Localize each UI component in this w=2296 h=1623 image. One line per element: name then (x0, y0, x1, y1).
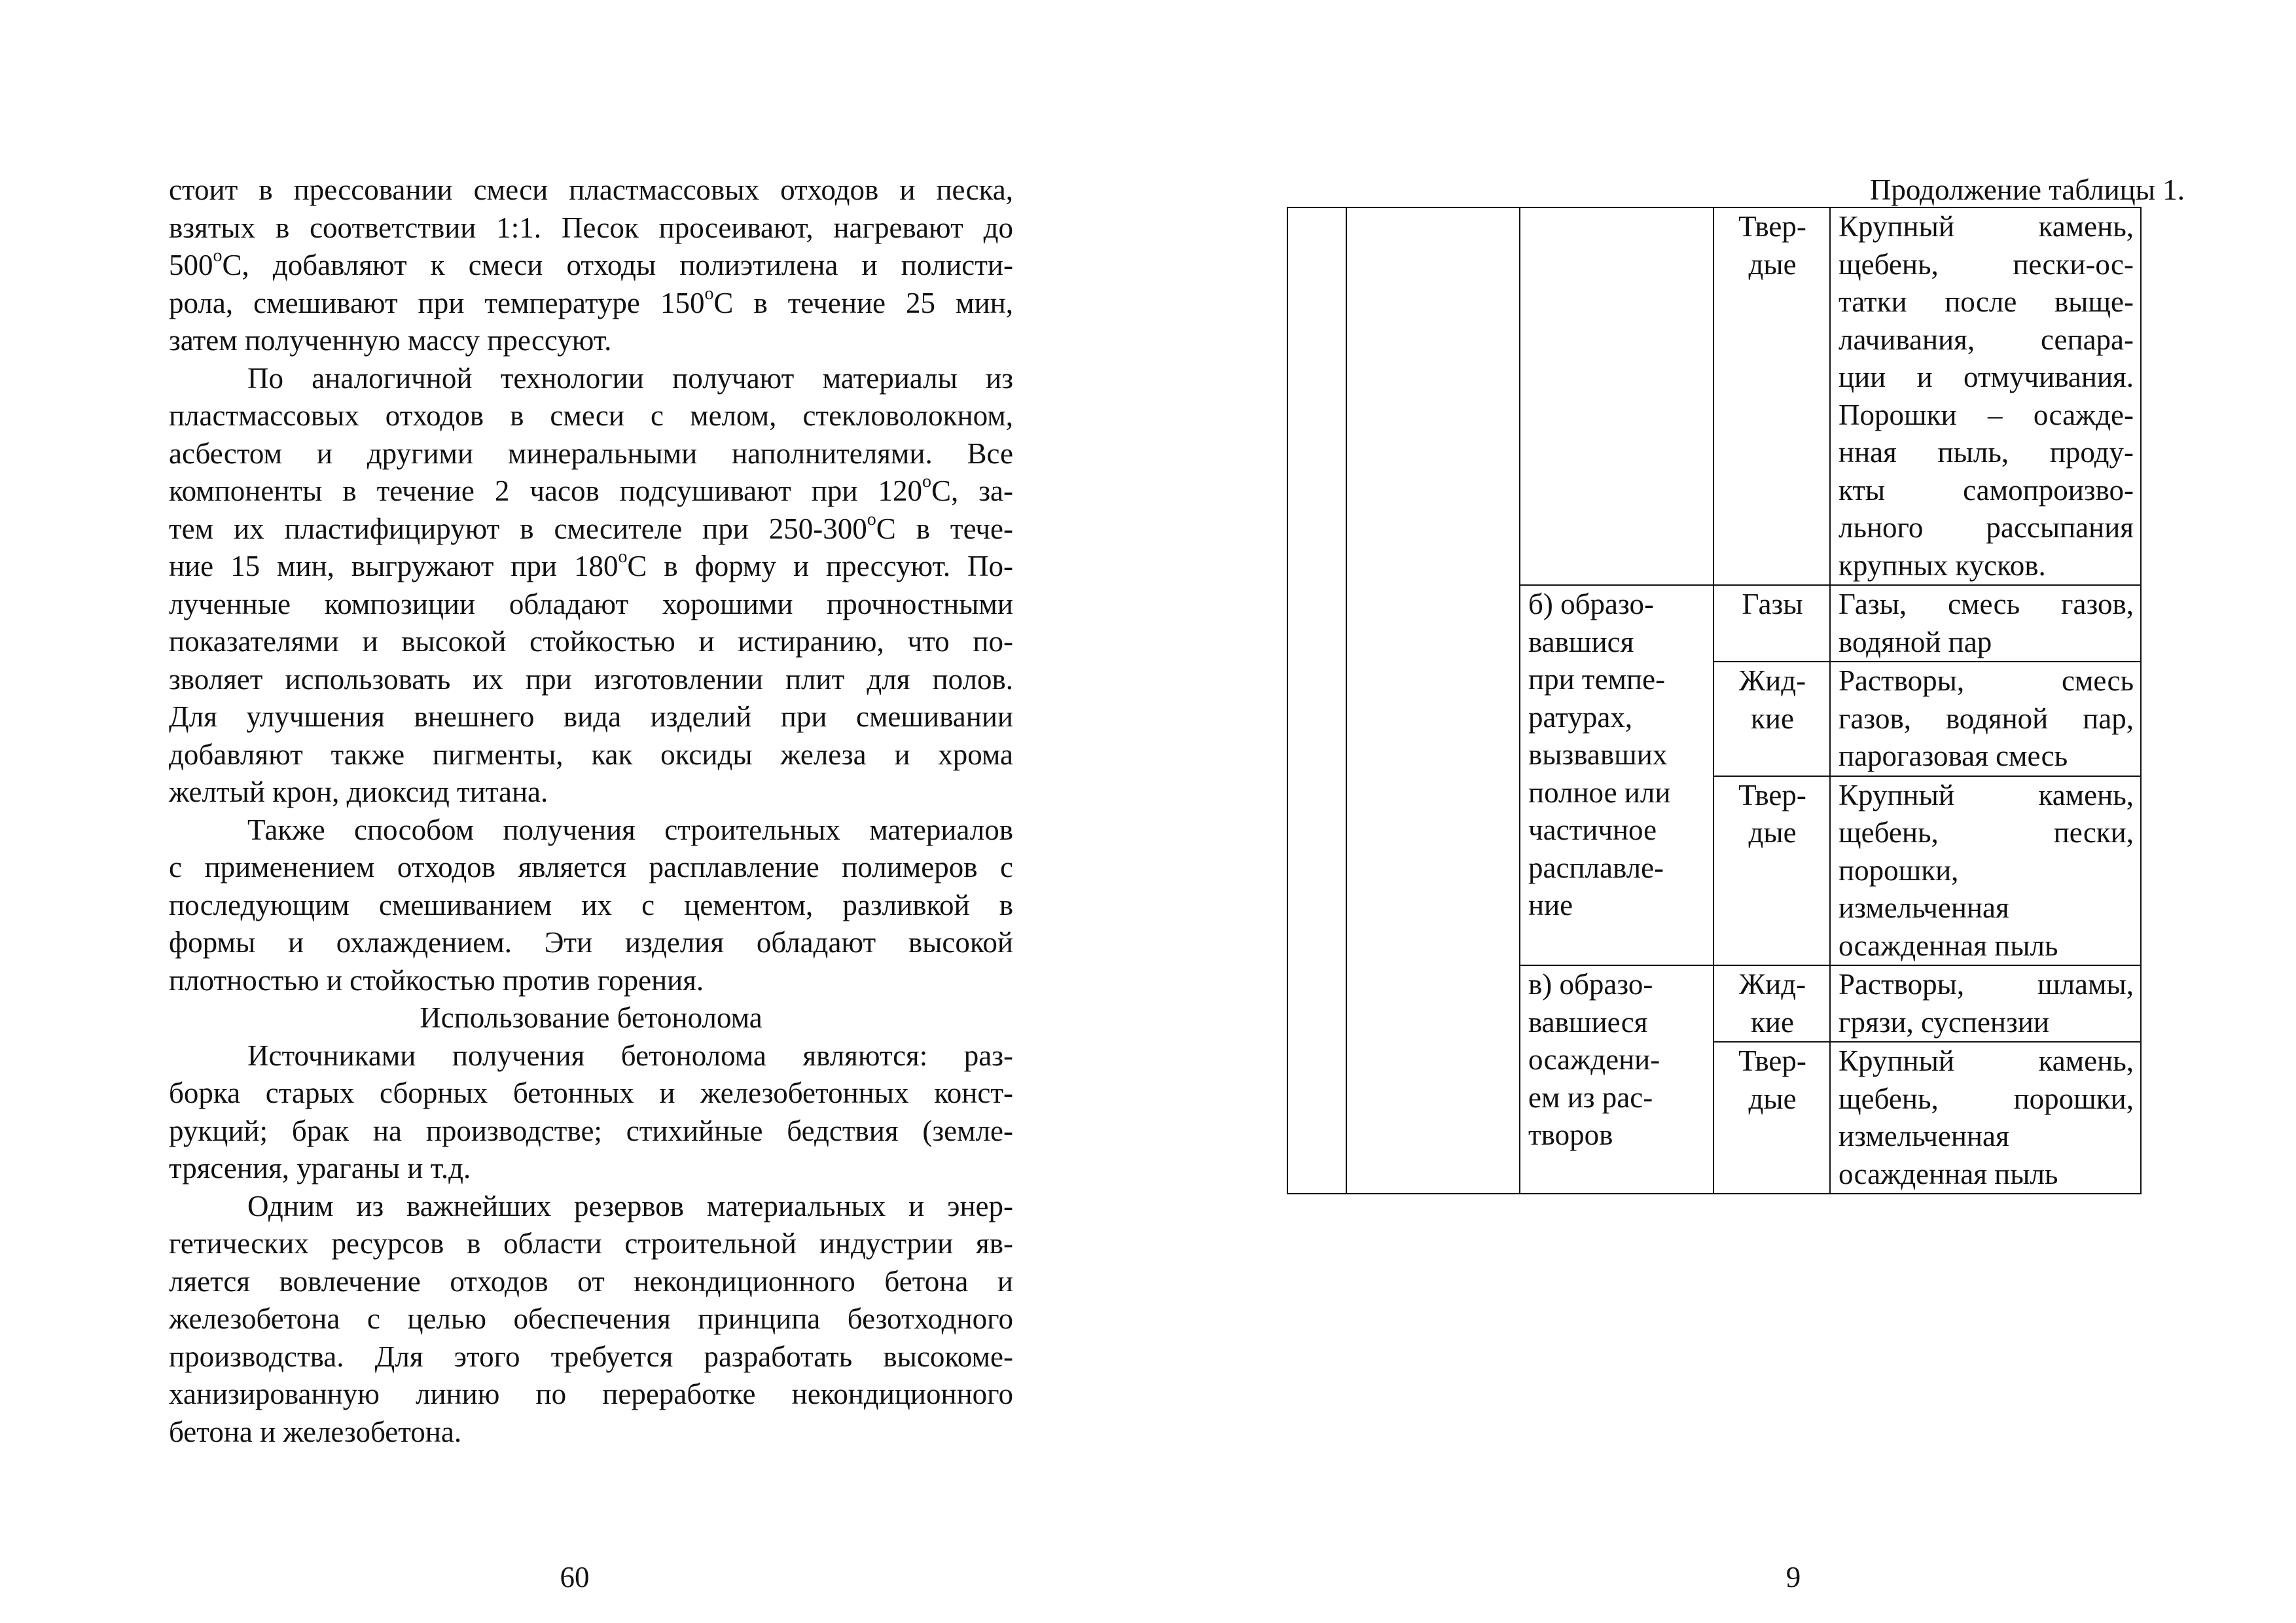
text-fragment: тем их пластифицируют в смесителе при (169, 512, 749, 545)
text-fragment: ние 15 мин, выгружают при (169, 550, 557, 582)
table-cell-state: Жид- кие (1713, 662, 1830, 776)
table-cell-description (1830, 965, 2141, 1042)
description-line: щебень, пески-ос- (1839, 247, 2134, 281)
text-fragment: компоненты в течение 2 часов подсушивают при (169, 474, 858, 507)
unit-celsius: С (627, 550, 647, 582)
degree-sign: o (922, 471, 931, 492)
paragraph-5-line-4: железобетона с целью обеспечения принципа безотходного (169, 1302, 1013, 1335)
description-line: порошки, (1839, 853, 1959, 887)
paragraph-2-line-9: зволяет использовать их при изготовлении плит для полов. (169, 662, 1013, 696)
paragraph-4-line-1: Источниками получения бетонолома являются: раз- (247, 1039, 1013, 1072)
degree-sign: o (704, 283, 714, 304)
table-caption: Продолжение таблицы 1. (1869, 173, 2185, 206)
paragraph-4-line-4: трясения, ураганы и т.д. (169, 1152, 471, 1185)
description-line: осажденная пыль (1839, 1157, 2058, 1190)
paragraph-1-line-4 (169, 285, 1013, 323)
description-line: Газы, смесь газов, (1839, 588, 2134, 620)
description-line: Крупный камень, (1839, 210, 2134, 243)
paragraph-2-line-12: желтый крон, диоксид титана. (169, 776, 548, 808)
paragraph-5-line-6: ханизированную линию по переработке некондиционного (169, 1378, 1013, 1410)
description-line: грязи, суспензии (1839, 1005, 2049, 1039)
paragraph-2-line-8: показателями и высокой стойкостью и истиранию, что по- (169, 625, 1013, 658)
table-cell-description (1830, 585, 2141, 662)
page-number-left: 60 (560, 1561, 590, 1594)
paragraph-4-line-2: борка старых сборных бетонных и железобетонных конст- (169, 1077, 1013, 1109)
table-cell-state: Газы (1713, 585, 1830, 662)
table-cell-empty-3 (1520, 207, 1713, 585)
text-fragment: добавляют к смеси отходы полиэтилена и полисти- (272, 249, 1013, 281)
description-line: Растворы, шламы, (1839, 968, 2134, 1001)
text-fragment: рола, смешивают при температуре (169, 286, 640, 319)
table-cell-description (1830, 662, 2141, 776)
description-line: щебень, порошки, (1839, 1082, 2134, 1115)
paragraph-2-line-1: По аналогичной технологии получают материалы из (247, 361, 1013, 395)
unit-celsius: С (713, 286, 734, 319)
paragraph-2-line-5 (169, 510, 1013, 548)
paragraph-5-line-1: Одним из важнейших резервов материальных и энер- (247, 1189, 1013, 1222)
table-row (1287, 207, 2141, 585)
table-cell-description (1830, 207, 2141, 585)
description-line: Крупный камень, (1839, 778, 2134, 812)
paragraph-1-line-5: затем полученную массу прессуют. (169, 324, 612, 357)
paragraph-4-line-3: рукций; брак на производстве; стихийные бедствия (земле- (169, 1114, 1013, 1147)
table-cell-empty-2 (1346, 207, 1520, 1194)
description-line: Растворы, смесь (1839, 664, 2134, 697)
unit-celsius: С, (222, 249, 249, 281)
right-page (1148, 0, 2296, 1623)
temperature-500: 500 (169, 249, 213, 281)
degree-sign: o (867, 508, 876, 529)
table-cell-state: Твер- дые (1713, 207, 1830, 585)
description-line: нная пыль, проду- (1839, 436, 2134, 469)
text-fragment: в тече- (916, 512, 1014, 545)
continuation-table (1287, 207, 2142, 1194)
paragraph-5-line-3: ляется вовлечение отходов от некондиционного бетона и (169, 1264, 1013, 1298)
table-cell-state: Твер- дые (1713, 1042, 1830, 1194)
paragraph-1-line-1: стоит в прессовании смеси пластмассовых отходов и песка, (169, 173, 1013, 206)
description-line: ции и отмучивания. (1839, 361, 2134, 393)
table-cell-description (1830, 1042, 2141, 1194)
table-cell-state: Твер- дые (1713, 776, 1830, 966)
text-fragment: в форму и прессуют. По- (664, 550, 1014, 582)
paragraph-2-line-7: лученные композиции обладают хорошими прочностными (169, 587, 1013, 620)
left-page-text (169, 171, 1013, 1451)
description-line: лачивания, сепара- (1839, 323, 2134, 356)
description-line: кты самопроизво- (1839, 473, 2134, 507)
paragraph-3-line-2: с применением отходов является расплавление полимеров с (169, 851, 1013, 883)
table-cell-category: в) образо- вавшиеся осаждени- ем из рас- творов (1520, 965, 1713, 1194)
paragraph-2-line-11: добавляют также пигменты, как оксиды железа и хрома (169, 738, 1013, 771)
section-heading: Использование бетонолома (420, 1001, 762, 1034)
paragraph-3-line-4: формы и охлаждением. Эти изделия обладают высокой (169, 926, 1013, 959)
paragraph-2-line-6 (169, 548, 1013, 586)
paragraph-3-line-5: плотностью и стойкостью против горения. (169, 963, 704, 997)
description-line: парогазовая смесь (1839, 740, 2068, 772)
page-number-right: 9 (1785, 1561, 1801, 1594)
description-line: осажденная пыль (1839, 929, 2058, 962)
description-line: крупных кусков. (1839, 548, 2046, 582)
paragraph-1-line-2: взятых в соответствии 1:1. Песок просеивают, нагревают до (169, 211, 1013, 244)
unit-celsius: С (876, 512, 896, 545)
description-line: измельченная (1839, 891, 2009, 924)
paragraph-5-line-2: гетических ресурсов в области строительной индустрии яв- (169, 1227, 1013, 1260)
paragraph-5-line-7: бетона и железобетона. (169, 1415, 462, 1448)
paragraph-2-line-4 (169, 473, 1013, 510)
description-line: льного рассыпания (1839, 511, 2134, 544)
paragraph-1-line-3 (169, 247, 1013, 285)
temperature-180: 180 (573, 550, 619, 582)
paragraph-2-line-2: пластмассовых отходов в смеси с мелом, стекловолокном, (169, 399, 1013, 432)
paragraph-5-line-5: производства. Для этого требуется разработать высокоме- (169, 1340, 1013, 1373)
table-cell-category: б) образо- вавшися при темпе- ратурах, вызвавших полное или частичное расплавле- ние (1520, 585, 1713, 965)
paragraph-2-line-3: асбестом и другими минеральными наполнителями. Все (169, 437, 1013, 470)
unit-celsius: С, (931, 474, 959, 507)
table-cell-state: Жид- кие (1713, 965, 1830, 1042)
description-line: газов, водяной пар, (1839, 702, 2134, 735)
paragraph-2-line-10: Для улучшения внешнего вида изделий при смешивании (169, 700, 1013, 733)
description-line: Крупный камень, (1839, 1044, 2134, 1077)
description-line: Порошки – осажде- (1839, 398, 2134, 431)
table-cell-empty-1 (1287, 207, 1346, 1194)
temperature-150: 150 (660, 286, 705, 319)
description-line: татки после выще- (1839, 285, 2134, 318)
text-fragment: за- (978, 474, 1013, 507)
table-cell-description (1830, 776, 2141, 966)
temperature-250-300: 250-300 (768, 512, 867, 545)
temperature-120: 120 (878, 474, 923, 507)
paragraph-3-line-3: последующим смешиванием их с цементом, разливкой в (169, 888, 1013, 921)
description-line: щебень, пески, (1839, 816, 2134, 849)
degree-sign: o (618, 546, 628, 567)
description-line: измельченная (1839, 1120, 2009, 1152)
text-fragment: в течение 25 мин, (753, 286, 1013, 319)
description-line: водяной пар (1839, 625, 1992, 658)
paragraph-3-line-1: Также способом получения строительных материалов (247, 813, 1013, 846)
degree-sign: o (213, 245, 223, 266)
